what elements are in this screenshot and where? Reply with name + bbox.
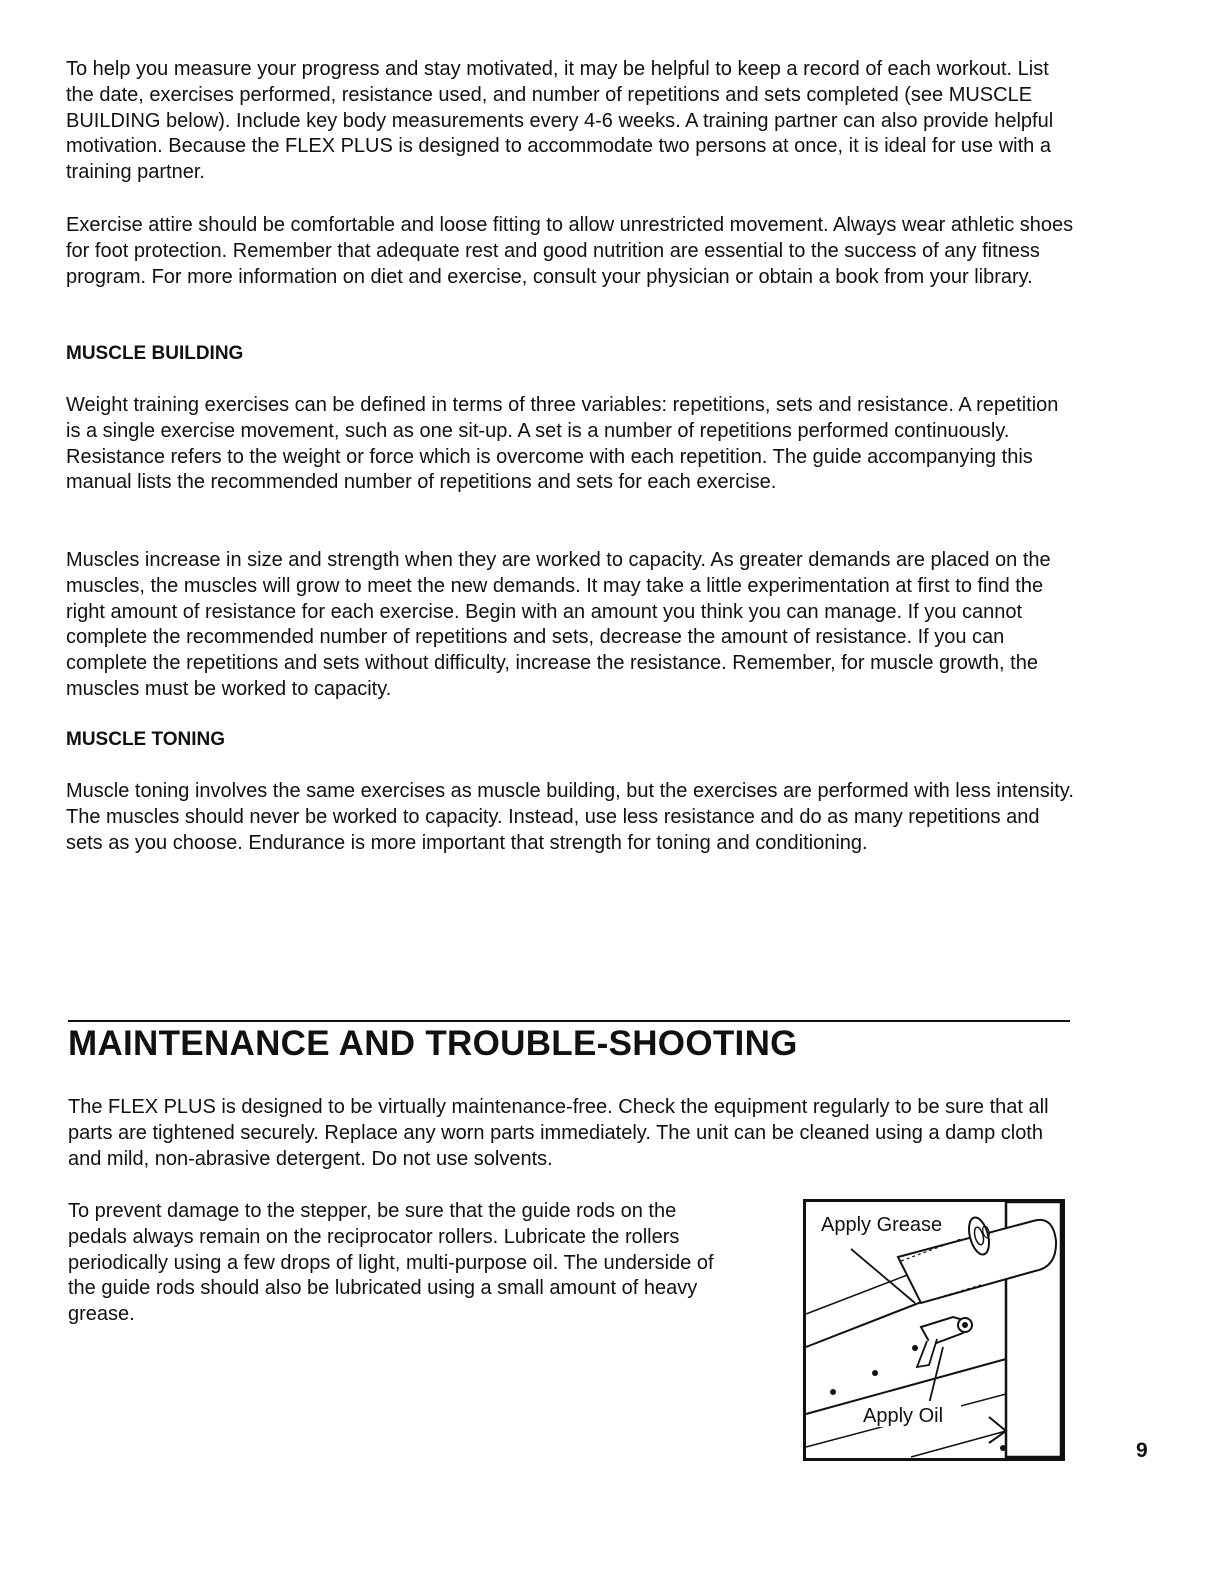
apply-grease-label: Apply Grease bbox=[821, 1214, 943, 1236]
lubrication-diagram bbox=[803, 1199, 1065, 1461]
muscle-toning-paragraph: Muscle toning involves the same exercises as muscle building, but the exercises are performed with less intensity. The muscles should never be worked to capacity. Instead, use less resistance and do as many repetitions and sets as you choose. Endurance is more important that strength for toning and conditioning. bbox=[66, 780, 1074, 854]
muscle-building-paragraph-2: Muscles increase in size and strength when they are worked to capacity. As greater demands are placed on the muscles, the muscles will grow to meet the new demands. It may take a little experimentation at first to find the right amount of resistance for each exercise. Begin with an amount you think you can manage. If you cannot complete the recommended number of repetitions and sets, decrease the amount of resistance. If you can complete the repetitions and sets without difficulty, increase the resistance. Remember, for muscle growth, the muscles must be worked to capacity. bbox=[66, 549, 1051, 700]
muscle-toning-heading: MUSCLE TONING bbox=[66, 729, 226, 750]
page-number: 9 bbox=[1136, 1439, 1148, 1462]
maintenance-paragraph-1: The FLEX PLUS is designed to be virtually maintenance-free. Check the equipment regularly to be sure that all parts are tightened securely. Replace any worn parts immediately. The unit can be cleaned using a damp cloth and mild, non-abrasive detergent. Do not use solvents. bbox=[68, 1096, 1049, 1170]
intro-paragraph-1: To help you measure your progress and stay motivated, it may be helpful to keep a record of each workout. List the date, exercises performed, resistance used, and number of repetitions and sets completed (see MUSCLE BUILDING below). Include key body measurements every 4-6 weeks. A training partner can also provide helpful motivation. Because the FLEX PLUS is designed to accommodate two persons at once, it is ideal for use with a training partner. bbox=[66, 58, 1054, 184]
section-divider bbox=[68, 1020, 1070, 1022]
maintenance-title: MAINTENANCE AND TROUBLE-SHOOTING bbox=[68, 1024, 798, 1063]
intro-paragraph-2: Exercise attire should be comfortable and loose fitting to allow unrestricted movement. Always wear athletic shoes for foot protection. Remember that adequate rest and good nutrition are essential to the success of any fitness program. For more information on diet and exercise, consult your physician or obtain a book from your library. bbox=[66, 214, 1074, 288]
muscle-building-paragraph-1: Weight training exercises can be defined in terms of three variables: repetitions, sets and resistance. A repetition is a single exercise movement, such as one sit-up. A set is a number of repetitions performed continuously. Resistance refers to the weight or force which is overcome with each repetition. The guide accompanying this manual lists the recommended number of repetitions and sets for each exercise. bbox=[66, 394, 1059, 494]
maintenance-paragraph-2: To prevent damage to the stepper, be sure that the guide rods on the pedals always remain on the reciprocator rollers. Lubricate the rollers periodically using a few drops of light, multi-purpose oil. The underside of the guide rods should also be lubricated using a small amount of heavy grease. bbox=[68, 1200, 714, 1326]
apply-oil-label: Apply Oil bbox=[863, 1405, 944, 1427]
muscle-building-heading: MUSCLE BUILDING bbox=[66, 343, 244, 364]
